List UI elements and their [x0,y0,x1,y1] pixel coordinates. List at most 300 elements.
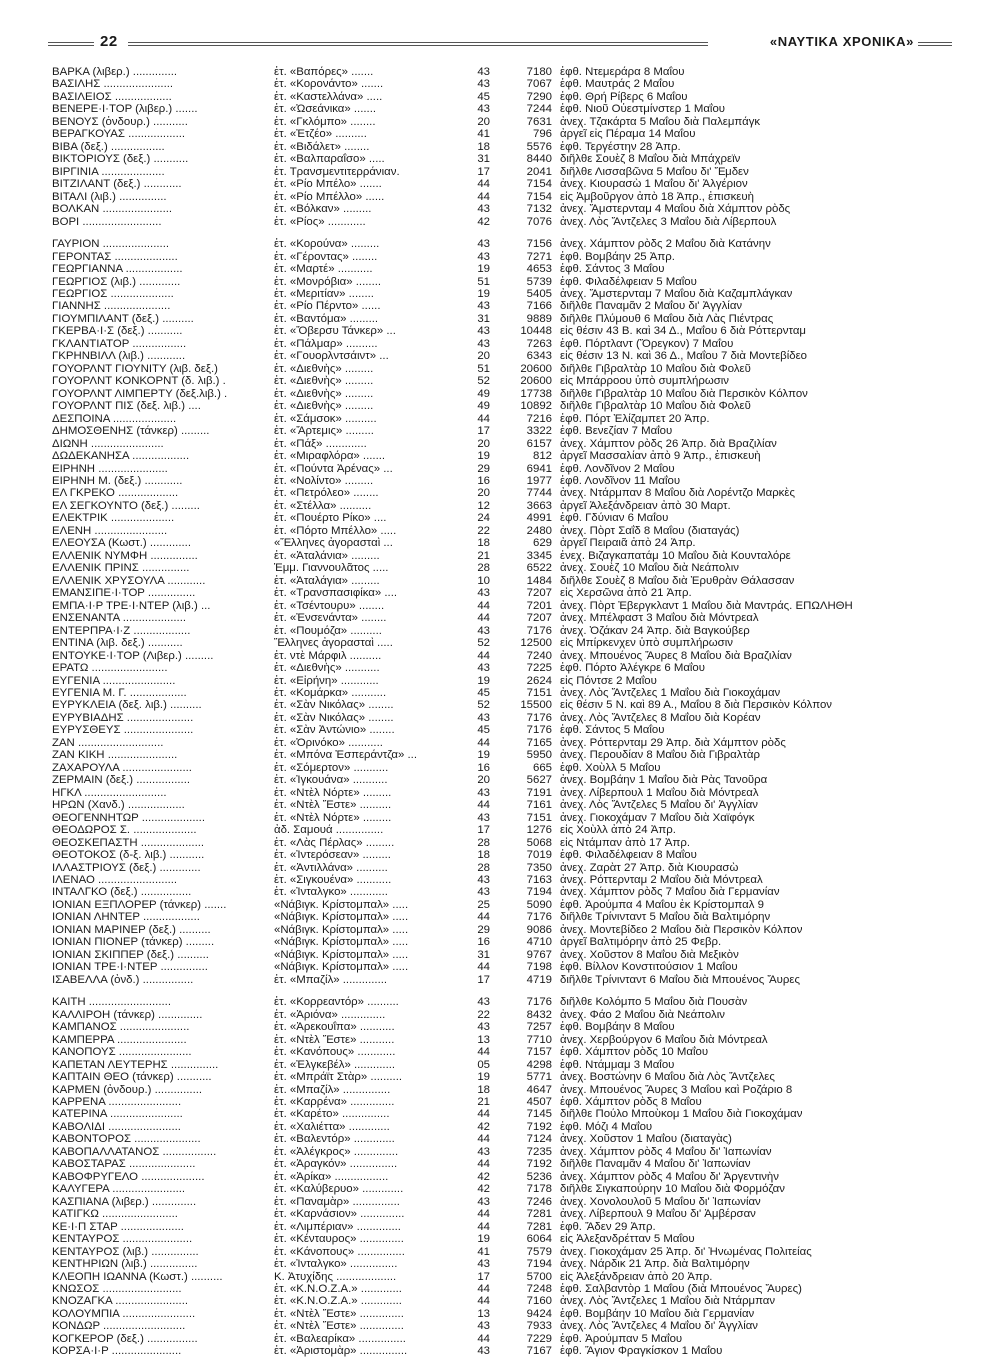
charterer: ἐτ. «Κορονάντο» ....... [274,78,384,91]
table-row [52,1170,779,1183]
tonnage: 4719 [526,973,552,986]
ship-name: ΚΕΝΤΑΥΡΟΣ (λιβ.) ............... [52,1245,199,1258]
tonnage: 1276 [526,824,552,837]
status: ἐφθ. Ἄδεν 29 Ἀπρ. [560,1220,656,1233]
tonnage: 7579 [526,1245,552,1258]
grt-thousands: 44 [477,1283,490,1295]
grt-thousands: 43 [477,1345,490,1358]
charterer: ἐτ. «Μεριτίαν» ........ [274,287,374,300]
status: ἀνεχ. Μοντεβίδεο 2 Μαΐου διὰ Περσικὸν Κόλπον [560,923,803,936]
grt-thousands: 43 [477,886,490,899]
status: ἀνεχ. Τζακάρτα 5 Μαΐου διὰ Παλεμπάγκ [560,115,761,128]
table-row [52,524,740,537]
charterer: ἐτ. «Κ.Ν.Ο.Ζ.Α.» ............. [274,1295,402,1308]
ship-name: ΓΟΥΟΡΛΝΤ ΓΙΟΥΝΙΤΥ (λιβ. δεξ.) [52,362,218,375]
charterer: ἐτ. «Σάμσοκ» .......... [274,412,377,425]
status: ἐφθ. Φιλαδέλφειαν 8 Μαΐου [560,849,697,862]
grt-thousands: 10 [477,574,490,587]
tonnage: 6522 [526,562,552,575]
tonnage: 5090 [526,898,552,911]
status: εἰς Μπάρροου ὑπὸ συμπλήρωσιν [560,375,729,388]
charterer: «Νάβιγκ. Κρίστομπαλ» ..... [274,911,409,924]
status: ἀνεχ. Γιοκοχάμαν 25 Ἀπρ. δι' Ἡνωμένας Πολιτείας [560,1245,812,1258]
grt-thousands: 28 [477,562,490,575]
status: διῆλθε Παναμᾶν 4 Μαΐου δι' Ἰαπωνίαν [560,1158,751,1171]
status: ἀνεχ. Μπουένος Ἄυρες 3 Μαΐου καὶ Ροζάριο 8 [560,1083,793,1096]
ship-name: ΙΛΛΑΣΤΡΙΟΥΣ (δεξ.) ............. [52,861,201,874]
status: ἐφθ. Τεργέστην 28 Ἀπρ. [560,140,681,153]
table-row [52,66,737,78]
charterer: ἐτ. «Κανόπους» ............ [274,1046,396,1059]
grt-thousands: 28 [477,861,490,874]
charterer: ἐτ. «Μπόνα Ἐσπεράντζα» ... [274,749,417,762]
table-row [52,898,764,911]
table-row [52,849,737,861]
grt-thousands: 20 [477,437,490,450]
charterer: ἐτ. «Ἰγκουάνα» ........... [274,774,388,787]
tonnage: 4653 [526,263,552,276]
tonnage: 3663 [526,499,552,512]
charterer: ἐτ. «Καρρένα» .............. [274,1095,395,1108]
ship-name: ΚΑΤΕΡΙΝΑ ....................... [52,1108,183,1121]
ship-name: ΚΟΓΚΕΡΟΡ (δεξ.) ................ [52,1332,198,1345]
tonnage: 5627 [526,774,552,787]
grt-thousands: 21 [477,1095,490,1108]
table-row [52,1258,750,1271]
table-row [52,338,737,350]
status: εἰς Χερσῶνα ἀπὸ 21 Ἀπρ. [560,587,692,600]
grt-thousands: 43 [477,78,490,91]
ship-name: ΒΙΤΑΛΙ (λιβ.) ............... [52,190,167,203]
status: ἀνεχ. Λίβερπουλ 9 Μαΐου δι' Ἀμβέρσαν [560,1208,756,1221]
table-row [52,1108,803,1121]
charterer: ἐτ. «Σόμερτον» ........... [274,761,389,774]
status: ἀνεχ. Χονολουλοῦ 5 Μαΐου δι' Ἰαπωνίαν [560,1195,761,1208]
charterer: ἐτ. ντὲ Μάρφιλ .......... [274,649,382,662]
grt-thousands: 17 [477,824,490,837]
grt-thousands: 44 [477,736,490,749]
tonnage: 5700 [526,1270,552,1283]
charterer: ἐτ. «Μαρτέ» ........... [274,263,373,276]
charterer: ἐτ. «Ἀριστομὰρ» ............... [274,1345,408,1358]
grt-thousands: 17 [477,425,490,438]
ship-name: ΕΥΡΥΒΙΑΔΗΣ ..................... [52,711,194,724]
table-row [52,1021,737,1033]
table-row [52,1183,785,1196]
tonnage: 7257 [526,1021,552,1034]
status: ἀνεχ. Χοῦστον 1 Μαΐου (διαταγὰς) [560,1133,732,1146]
tonnage: 20600 [520,362,552,375]
ship-section [52,66,791,228]
status: διῆλθε Λισσαβῶνα 5 Μαΐου δι' Ἔμδεν [560,165,749,178]
table-row [52,1033,768,1046]
grt-thousands: 43 [477,662,490,675]
grt-thousands: 31 [477,948,490,961]
ship-name: ΓΚΡΗΝΒΙΛΛ (λιβ.) ............ [52,350,186,363]
table-row [52,312,774,325]
status: ἐφθ. Βομβάην 10 Μαΐου διὰ Γερμανίαν [560,1307,755,1320]
status: ἀνεχ. Γιοκοχάμαν 7 Μαΐου διὰ Χαϊφόγκ [560,811,755,824]
status: ἀνεχ. Βομβάην 1 Μαΐου διὰ Ρὰς Τανοῦρα [560,774,768,787]
tonnage: 4298 [526,1058,552,1071]
table-row [52,300,743,313]
ship-name: ΓΟΥΟΡΛΝΤ ΚΟΝΚΟΡΝΤ (δ. λιβ.) . [52,375,226,388]
charterer: ἐτ. «Πάλμαρ» .......... [274,337,378,350]
charterer: ἐτ. «Νολίντο» ......... [274,475,374,487]
charterer: ἐτ. «Καλύβερυο» ............. [274,1183,404,1196]
ship-name: ΚΟΛΟΥΜΠΙΑ ....................... [52,1307,196,1320]
grt-thousands: 43 [477,300,490,313]
charterer: ἐτ. «Μπαζίλ» .............. [274,973,388,986]
tonnage: 7176 [526,624,552,637]
grt-thousands: 17 [477,165,490,178]
status: διῆλθε Σουὲζ 8 Μαΐου διὰ Μπάχρεϊν [560,153,741,166]
charterer: ἐτ. «Ἀραγκόν» ............... [274,1158,398,1171]
ship-name: ΕΛΕΝΗ ....................... [52,524,168,537]
ship-name: ΙΛΕΝΑΟ ......................... [52,874,178,886]
tonnage: 9889 [526,312,552,325]
charterer: ἐτ. «Κ.Ν.Ο.Ζ.Α.» ............. [274,1283,402,1295]
grt-thousands: 21 [477,549,490,562]
ship-name: ΓΕΩΡΓΙΟΣ (λιβ.) ............. [52,275,181,288]
ship-name: ΚΕ·Ι·Π ΣΤΑΡ .................... [52,1220,184,1233]
tonnage: 4991 [526,512,552,525]
charterer: ἐτ. «Ὀρινόκο» ........... [274,736,383,749]
charterer: Κ. Ἀτυχίδης ................... [274,1270,397,1283]
tonnage: 6941 [526,462,552,475]
table-row [52,1059,737,1071]
status: ἐφθ. Μόζι 4 Μαΐου [560,1120,653,1133]
table-row [52,973,800,986]
charterer: Ἕλληνες ἀγορασταὶ ..... [274,637,393,650]
tonnage: 7157 [526,1046,552,1059]
tonnage: 17738 [520,387,552,400]
charterer: Ἑμμ. Γιαννουλᾶτος ..... [274,562,389,575]
ship-name: ΚΑΙΤΗ .......................... [52,996,171,1009]
status: ἀνεχ. Ρόττερνταμ 2 Μαΐου διὰ Μόντρεαλ [560,874,763,886]
ship-name: ΚΑΒΟΦΡΥΓΕΛΟ .................... [52,1170,205,1183]
ship-name: ΕΥΓΕΝΙΑ ....................... [52,674,176,687]
tonnage: 7240 [526,649,552,662]
table-row [52,1071,775,1084]
table-row [52,1158,751,1171]
ship-name: ΒΙΚΤΟΡΙΟΥΣ (δεξ.) ........... [52,153,189,166]
status: εἰς θέσιν 13 Ν. καὶ 36 Δ., Μαΐου 7 διὰ Μοντεβίδεο [560,350,808,363]
charterer: ἐτ. «Ἀταλάγια» ......... [274,574,380,587]
charterer: ἐτ. «Μονρόβια» ........ [274,275,382,288]
table-row [52,1271,737,1283]
grt-thousands: 44 [477,412,490,425]
charterer: ἐτ. «Σὰν Νικόλας» ........ [274,711,394,724]
page-header [48,33,952,55]
status: εἰς Ἀλεξάνδρειαν ἀπὸ 20 Ἀπρ. [560,1270,713,1283]
ship-name: ΕΜΑΝΣΙΠΕ·Ι·ΤΟΡ ............... [52,587,196,600]
charterer: ἐτ. «Ἀρίκα» ................. [274,1170,389,1183]
tonnage: 7216 [526,412,552,425]
ship-name: ΙΟΝΙΑΝ ΤΡΕ·Ι·ΝΤΕΡ ............... [52,961,208,974]
charterer: ἐτ. «Σιγκουένα» ........... [274,874,392,886]
tonnage: 7235 [526,1145,552,1158]
tonnage: 5950 [526,749,552,762]
status: ἀργεῖ Βαλτιμόρην ἀπὸ 25 Φεβρ. [560,936,722,949]
charterer: ἐτ. «Ντὲλ Ἔστε» .............. [274,1320,404,1333]
table-row [52,103,737,115]
table-row [52,450,761,463]
grt-thousands: 13 [477,1033,490,1046]
grt-thousands: 18 [477,849,490,862]
charterer: «Νάβιγκ. Κρίστομπαλ» ..... [274,923,409,936]
charterer: ἐτ. «Σὰν Νικόλας» ........ [274,699,394,712]
ship-name: ΕΛΛΕΝΙΚ ΝΥΜΦΗ ............... [52,549,198,562]
tonnage: 7145 [526,1108,552,1121]
status: ἐφθ. Βίλλον Κονστιτούσιον 1 Μαΐου [560,961,738,974]
status: διῆλθε Γιβραλτὰρ 10 Μαΐου διὰ Περσικὸν Κόλπον [560,387,808,400]
status: ἐφθ. Πόρτλαντ (Ὄρεγκον) 7 Μαΐου [560,337,734,350]
charterer: ἐτ. «Ἐλγκεβέλ» ............. [274,1058,396,1071]
grt-thousands: 29 [477,462,490,475]
table-row [52,574,795,587]
status: ἐφθ. Πόρτο Ἀλέγκρε 6 Μαΐου [560,662,705,675]
grt-thousands: 44 [477,1220,490,1233]
tonnage: 20600 [520,375,552,388]
charterer: ἐτ. «Ντὲλ Ἔστε» .......... [274,799,392,812]
ship-name: ΕΛ ΓΚΡΕΚΟ ................... [52,487,179,500]
status: ἀνεχ. Ἄμστερνταμ 4 Μαΐου διὰ Χάμπτον ρὸδς [560,203,791,216]
table-row [52,1295,776,1308]
ship-name: ΒΙΡΓΙΝΙΑ .................... [52,165,165,178]
ship-name: ΔΙΩΝΗ ....................... [52,437,164,450]
charterer: ἐτ. «Πουμόζα» .......... [274,624,382,637]
table-row [52,128,737,140]
status: ἀνεχ. Ζαρὰτ 27 Ἀπρ. διὰ Κιουρασὼ [560,861,739,874]
grt-thousands: 31 [477,312,490,325]
tonnage: 15500 [520,699,552,712]
grt-thousands: 43 [477,203,490,216]
charterer: ἐτ. «Ἀριόνα» .............. [274,1008,386,1021]
ship-name: ΘΕΟΤΟΚΟΣ (δ-ξ. λιβ.) ........... [52,849,205,862]
ship-name: ΘΕΟΔΩΡΟΣ Σ. .................... [52,824,197,837]
tonnage: 7076 [526,215,552,228]
charterer: ἐτ. «Καστελλάνα» ..... [274,90,383,103]
grt-thousands: 43 [477,250,490,263]
charterer: ἐτ. «Βαλπαραΐσο» ..... [274,153,385,166]
charterer: ἐτ. «Λιμπέριαν» .............. [274,1220,401,1233]
ship-name: ΕΙΡΗΝΗ ...................... [52,462,168,475]
grt-thousands: 44 [477,1046,490,1059]
ship-name: ΖΑΧΑΡΟΥΛΑ ...................... [52,761,192,774]
grt-thousands: 45 [477,724,490,737]
status: ἐφθ. Σαλβαντὸρ 1 Μαΐου (διὰ Μπουένος Ἄυρες) [560,1283,802,1295]
table-row [52,190,754,203]
status: ἐφθ. Σάντος 3 Μαΐου [560,263,665,276]
ship-name: ΕΡΑΤΩ ........................ [52,662,168,675]
status: διῆλθε Παναμᾶν 2 Μαΐου δι' Ἀγγλίαν [560,300,743,313]
grt-thousands: 43 [477,1320,490,1333]
tonnage: 5236 [526,1170,552,1183]
table-row [52,699,832,712]
tonnage: 7290 [526,90,552,103]
grt-thousands: 52 [477,637,490,650]
tonnage: 4507 [526,1095,552,1108]
ship-name: ΕΜΠΑ·Ι·Ρ ΤΡΕ·Ι·ΝΤΕΡ (λιβ.) ... [52,599,211,612]
charterer: ἐτ. «Ὄβερσυ Τάνκερ» ... [274,325,396,338]
ship-name: ΚΑΤΙΓΚΩ ........................ [52,1208,178,1221]
tonnage: 7244 [526,103,552,116]
status: ἀργεῖ εἰς Πέραμα 14 Μαΐου [560,128,696,141]
ship-section [52,238,853,986]
status: διῆλθε Κολόμπο 5 Μαΐου διὰ Πουσὰν [560,996,748,1009]
ship-name: ΕΥΡΥΚΛΕΙΑ (δεξ. λιβ.) .......... [52,699,202,712]
grt-thousands: 29 [477,923,490,936]
charterer: ἐτ. «Κορρεαντόρ» .......... [274,996,399,1009]
status: ἀνεχ. Νάρδικ 21 Ἀπρ. διὰ Βαλτιμόρην [560,1258,750,1271]
ship-name: ΓΙΟΥΜΠΙΛΑΝΤ (δεξ.) .......... [52,312,194,325]
ship-name: ΕΝΣΕΝΑΝΤΑ .................... [52,612,187,625]
ship-name: ΚΑΜΠΕΡΡΑ ...................... [52,1033,187,1046]
charterer: ἐτ. «Πουέρτο Ρίκο» .... [274,512,387,525]
tonnage: 7246 [526,1195,552,1208]
ship-name: ΒΟΡΙ ......................... [52,215,162,228]
status: ἐφθ. Σάντος 5 Μαΐου [560,724,665,737]
table-row [52,799,759,812]
status: διῆλθε Σιγκαπούρην 10 Μαΐου διὰ Φορμόζαν [560,1183,785,1196]
table-row [52,400,751,413]
tonnage: 4710 [526,936,552,949]
tonnage: 796 [532,128,552,141]
table-row [52,1307,755,1320]
grt-thousands: 43 [477,811,490,824]
tonnage: 3345 [526,549,552,562]
grt-thousands: 44 [477,1208,490,1221]
charterer: ἐτ. «Ἐνσενάντα» ........ [274,612,387,625]
table-row [52,350,808,363]
charterer: ἐτ. «Ἀλέγκρος» .............. [274,1145,399,1158]
status: ἀνεχ. Φάο 2 Μαΐου διὰ Νεάπολιν [560,1008,725,1021]
ship-name: ΘΕΟΓΕΝΝΗΤΩΡ .................... [52,811,205,824]
table-row [52,949,737,961]
tonnage: 8432 [526,1008,552,1021]
status: εἰς Πόντσε 2 Μαΐου [560,674,657,687]
grt-thousands: 45 [477,90,490,103]
table-row [52,1345,737,1357]
table-row [52,886,780,899]
grt-thousands: 44 [477,799,490,812]
table-row [52,91,737,103]
charterer: ἐτ. «Μπράϊτ Στὰρ» .......... [274,1071,403,1084]
charterer: ἐτ. «Διεθνὴς» ......... [274,387,374,400]
grt-thousands: 44 [477,1332,490,1345]
status: ἀνεχ. Ρόττερνταμ 29 Ἀπρ. διὰ Χάμπτον ρὸδς [560,736,786,749]
status: ἐφθ. Νιοῦ Οὐεστμίνστερ 1 Μαΐου [560,103,726,116]
tonnage: 3322 [526,425,552,438]
grt-thousands: 44 [477,1295,490,1308]
status: ἀνεχ. Βοστώνην 6 Μαΐου διὰ Λὸς Ἄντζελες [560,1071,775,1084]
tonnage: 7198 [526,961,552,974]
table-row [52,599,853,612]
ship-name: ΕΛΕΚΤΡΙΚ .................... [52,512,175,525]
ship-name: ΙΟΝΙΑΝ ΣΚΙΠΠΕΡ (δεξ.) .......... [52,948,209,961]
grt-thousands: 25 [477,898,490,911]
table-row [52,475,737,487]
status: ἀνεχ. Ἄμστερνταμ 7 Μαΐου διὰ Καζαμπλάγκαν [560,287,793,300]
ship-name: ΕΛΛΕΝΙΚ ΧΡΥΣΟΥΛΑ ............ [52,574,206,587]
ship-name: ΕΛ ΣΕΓΚΟΥΝΤΟ (δεξ.) ......... [52,499,200,512]
table-row [52,862,737,874]
charterer: ἐτ. «Ἰνταλγκο» ............... [274,1258,398,1271]
ship-name: ΓΑΥΡΙΟΝ ..................... [52,238,170,251]
charterer: ἐτ. «Ἰνταλγκο» ............ [274,886,388,899]
ship-name: ΚΕΝΤΗΡΙΩΝ (λιβ.) ............... [52,1258,198,1271]
charterer: ἐτ. «Παναμὰρ» ............... [274,1195,400,1208]
table-row [52,1121,737,1133]
grt-thousands: 19 [477,263,490,276]
status: ἀνεχ. Ντάρμπαν 8 Μαΐου διὰ Λορέντζο Μαρκὲς [560,487,795,500]
ship-name: ΙΟΝΙΑΝ ΛΗΝΤΕΡ .................. [52,911,200,924]
charterer: ἐτ. «Ντὲλ Νόρτε» ......... [274,786,392,799]
status: ἐφθ. Χοὺλλ 5 Μαΐου [560,761,661,774]
status: ἐφθ. Θρή Ρίβερς 6 Μαΐου [560,90,688,103]
grt-thousands: 49 [477,387,490,400]
grt-thousands: 44 [477,599,490,612]
tonnage: 665 [532,761,552,774]
tonnage: 7154 [526,190,552,203]
charterer: ἐτ. «Χαλιέττα» ............. [274,1120,390,1133]
tonnage: 7161 [526,799,552,812]
table-row [52,215,777,228]
table-row [52,811,755,824]
charterer: ἐτ. «Ντὲλ Ἔστε» .............. [274,1307,404,1320]
table-row [52,387,808,400]
grt-thousands: 52 [477,375,490,388]
status: ἀνεχ. Σουὲζ 10 Μαΐου διὰ Νεάπολιν [560,562,739,575]
grt-thousands: 31 [477,153,490,166]
ship-name: ΒΑΣΙΛΗΣ ...................... [52,78,174,91]
grt-thousands: 43 [477,103,490,116]
status: εἰς Μπίρκενχεν ὑπὸ συμπλήρωσιν [560,637,733,650]
table-row [52,923,803,936]
status: ἐφθ. Βομβάην 25 Ἀπρ. [560,250,675,263]
ship-name: ΒΑΡΚΑ (λιβερ.) .............. [52,66,178,78]
ship-name: ΕΥΓΕΝΙΑ Μ. Γ. .................. [52,686,187,699]
grt-thousands: 18 [477,1083,490,1096]
ship-name: ΚΑΒΟΠΑΛΛΑΤΑΝΟΣ ................. [52,1145,217,1158]
tonnage: 7201 [526,599,552,612]
status: διῆλθε Τρίνινταντ 5 Μαΐου διὰ Βαλτιμόρην [560,911,771,924]
grt-thousands: 44 [477,961,490,974]
table-row [52,1133,737,1145]
ship-name: ΓΙΑΝΝΗΣ ..................... [52,300,171,313]
charterer: ἐτ. «Ἄρτεμις» ......... [274,425,374,438]
grt-thousands: 43 [477,874,490,886]
status: διῆλθε Γιβραλτὰρ 10 Μαΐου διὰ Φολεῦ [560,362,751,375]
table-row [52,251,737,263]
ship-name: ΖΑΝ ΚΙΚΗ ...................... [52,749,178,762]
grt-thousands: 20 [477,115,490,128]
grt-thousands: 43 [477,786,490,799]
grt-thousands: 42 [477,1120,490,1133]
status: εἰς Ἀμβοῦργον ἀπὸ 18 Ἀπρ., ἐπισκευὴ [560,190,754,203]
table-row [52,165,749,178]
grt-thousands: 43 [477,1258,490,1271]
ship-name: ΒΟΛΚΑΝ ...................... [52,203,173,216]
charterer: ἐτ. «Ρίο Μπέλλο» ...... [274,190,385,203]
charterer: «Νάβιγκ. Κρίστομπαλ» ..... [274,936,409,949]
status: εἰς Ἀλεξανδρέτταν 5 Μαΐου [560,1233,695,1246]
tonnage: 7160 [526,1295,552,1308]
charterer: ἐτ. «Καρνάσιον» .............. [274,1208,405,1221]
ship-name: ΙΟΝΙΑΝ ΠΙΟΝΕΡ (τάνκερ) ......... [52,936,215,949]
tonnage: 7281 [526,1220,552,1233]
